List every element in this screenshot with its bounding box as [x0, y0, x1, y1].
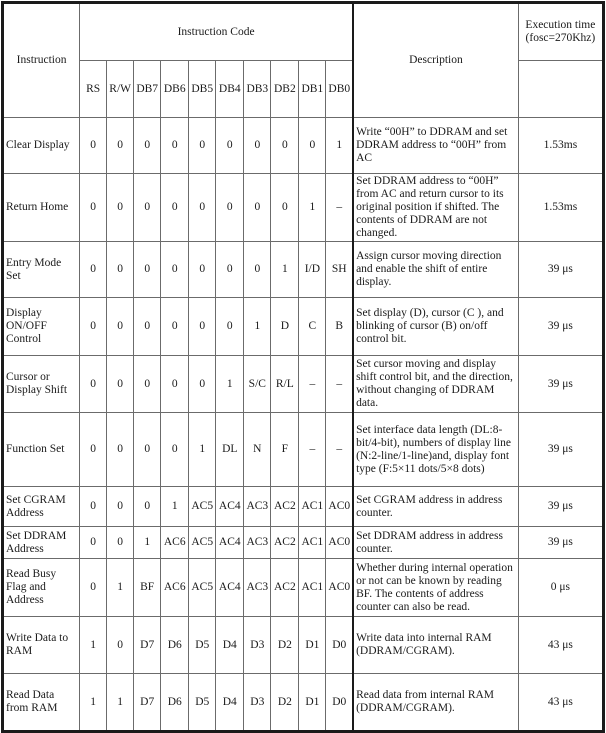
execution-time: 39 μs [518, 527, 603, 559]
instruction-name: Clear Display [3, 118, 80, 174]
bit-rs: 1 [80, 617, 107, 674]
table-row [3, 356, 604, 413]
bit-db1: 1 [299, 174, 326, 242]
instruction-name: Set CGRAM Address [3, 487, 80, 527]
bit-db5: 0 [189, 356, 216, 413]
bit-db1: AC1 [299, 527, 326, 559]
execution-time: 1.53ms [518, 174, 603, 242]
bit-db1: AC1 [299, 487, 326, 527]
bit-db0: – [326, 174, 353, 242]
bit-db0: D0 [326, 674, 353, 732]
bit-db2: D [271, 298, 299, 356]
bit-db0: B [326, 298, 353, 356]
bit-db0: AC0 [326, 559, 353, 617]
table-row [3, 674, 604, 732]
bit-db6: 0 [161, 413, 189, 487]
bit-rs: 1 [80, 674, 107, 732]
bit-db3: AC3 [244, 527, 271, 559]
bit-db3: D3 [244, 674, 271, 732]
bit-db7: 1 [134, 527, 161, 559]
bit-rw: 0 [107, 356, 134, 413]
bit-db4: 0 [216, 174, 244, 242]
instruction-description: Set DDRAM address in address counter. [353, 527, 518, 559]
execution-time: 43 μs [518, 617, 603, 674]
header-instruction: Instruction [3, 3, 80, 118]
header-bit-db5: DB5 [189, 61, 216, 118]
instruction-description: Read data from internal RAM (DDRAM/CGRAM). [353, 674, 518, 732]
bit-db1: 0 [299, 118, 326, 174]
bit-db3: AC3 [244, 559, 271, 617]
bit-db4: 0 [216, 118, 244, 174]
bit-rs: 0 [80, 298, 107, 356]
instruction-description: Assign cursor moving direction and enable the shift of entire display. [353, 242, 518, 298]
bit-db2: AC2 [271, 487, 299, 527]
bit-rs: 0 [80, 559, 107, 617]
bit-db6: D6 [161, 674, 189, 732]
bit-db5: AC5 [189, 487, 216, 527]
bit-db4: D4 [216, 674, 244, 732]
bit-db6: 0 [161, 174, 189, 242]
execution-time-condition: (fosc=270Khz) [525, 32, 596, 44]
bit-db5: D5 [189, 674, 216, 732]
table-row [3, 174, 604, 242]
bit-rw: 0 [107, 118, 134, 174]
lcd-instruction-table [1, 1, 605, 733]
table-row [3, 527, 604, 559]
bit-db5: 0 [189, 242, 216, 298]
bit-rw: 0 [107, 487, 134, 527]
bit-db7: 0 [134, 298, 161, 356]
bit-db5: 0 [189, 298, 216, 356]
bit-db7: D7 [134, 674, 161, 732]
bit-db4: DL [216, 413, 244, 487]
table-row [3, 617, 604, 674]
bit-db1: D1 [299, 617, 326, 674]
bit-db3: AC3 [244, 487, 271, 527]
instruction-description: Write “00H” to DDRAM and set DDRAM address to “00H” from AC [353, 118, 518, 174]
execution-time: 39 μs [518, 356, 603, 413]
bit-rw: 0 [107, 298, 134, 356]
bit-db7: D7 [134, 617, 161, 674]
bit-db2: D2 [271, 617, 299, 674]
bit-db3: 1 [244, 298, 271, 356]
bit-db3: 0 [244, 118, 271, 174]
header-bit-rw: R/W [107, 61, 134, 118]
bit-db4: 0 [216, 298, 244, 356]
bit-db2: AC2 [271, 527, 299, 559]
bit-rw: 0 [107, 413, 134, 487]
instruction-name: Read Busy Flag and Address [3, 559, 80, 617]
bit-db5: 0 [189, 174, 216, 242]
bit-db1: I/D [299, 242, 326, 298]
bit-db6: 0 [161, 298, 189, 356]
bit-db4: AC4 [216, 487, 244, 527]
instruction-description: Set CGRAM address in address counter. [353, 487, 518, 527]
bit-db6: AC6 [161, 559, 189, 617]
bit-db6: 0 [161, 118, 189, 174]
bit-db6: 0 [161, 242, 189, 298]
instruction-name: Write Data to RAM [3, 617, 80, 674]
bit-db0: 1 [326, 118, 353, 174]
bit-rw: 1 [107, 559, 134, 617]
instruction-description: Set DDRAM address to “00H” from AC and return cursor to its original position if shifted. The contents of DDRAM are not changed. [353, 174, 518, 242]
bit-db7: 0 [134, 174, 161, 242]
instruction-description: Set cursor moving and display shift control bit, and the direction, without changing of DDRAM data. [353, 356, 518, 413]
bit-rs: 0 [80, 527, 107, 559]
instruction-description: Set interface data length (DL:8-bit/4-bit), numbers of display line (N:2-line/1-line)and, display font type (F:5×11 dots/5×8 dots) [353, 413, 518, 487]
bit-db0: AC0 [326, 527, 353, 559]
bit-rs: 0 [80, 487, 107, 527]
instruction-name: Read Data from RAM [3, 674, 80, 732]
bit-db4: D4 [216, 617, 244, 674]
bit-db1: C [299, 298, 326, 356]
bit-db1: – [299, 413, 326, 487]
instruction-name: Entry Mode Set [3, 242, 80, 298]
bit-db7: 0 [134, 242, 161, 298]
execution-time: 39 μs [518, 487, 603, 527]
bit-db6: AC6 [161, 527, 189, 559]
header-execution-time [518, 3, 603, 61]
bit-db1: – [299, 356, 326, 413]
bit-rs: 0 [80, 174, 107, 242]
bit-db0: SH [326, 242, 353, 298]
bit-db2: R/L [271, 356, 299, 413]
bit-db2: D2 [271, 674, 299, 732]
bit-db0: D0 [326, 617, 353, 674]
execution-time: 39 μs [518, 242, 603, 298]
header-bit-db4: DB4 [216, 61, 244, 118]
bit-db4: AC4 [216, 527, 244, 559]
bit-db4: 1 [216, 356, 244, 413]
instruction-description: Write data into internal RAM (DDRAM/CGRAM). [353, 617, 518, 674]
table-row [3, 413, 604, 487]
instruction-name: Return Home [3, 174, 80, 242]
table-row [3, 118, 604, 174]
table-row [3, 559, 604, 617]
header-bit-db0: DB0 [326, 61, 353, 118]
bit-db1: AC1 [299, 559, 326, 617]
instruction-description: Set display (D), cursor (C ), and blinking of cursor (B) on/off control bit. [353, 298, 518, 356]
bit-db6: 0 [161, 356, 189, 413]
bit-db5: 0 [189, 118, 216, 174]
bit-rs: 0 [80, 413, 107, 487]
table-row [3, 298, 604, 356]
bit-db3: S/C [244, 356, 271, 413]
table-row [3, 242, 604, 298]
header-description: Description [353, 3, 518, 118]
header-bit-db1: DB1 [299, 61, 326, 118]
instruction-description: Whether during internal operation or not can be known by reading BF. The contents of address counter can also be read. [353, 559, 518, 617]
bit-rw: 1 [107, 674, 134, 732]
bit-db7: BF [134, 559, 161, 617]
bit-rw: 0 [107, 617, 134, 674]
header-bit-db2: DB2 [271, 61, 299, 118]
execution-time: 39 μs [518, 298, 603, 356]
bit-db5: AC5 [189, 559, 216, 617]
bit-db2: AC2 [271, 559, 299, 617]
bit-db3: 0 [244, 242, 271, 298]
bit-db4: 0 [216, 242, 244, 298]
bit-db2: 1 [271, 242, 299, 298]
bit-db0: – [326, 356, 353, 413]
execution-time-label: Execution time [525, 19, 596, 31]
instruction-name: Cursor or Display Shift [3, 356, 80, 413]
instruction-name: Display ON/OFF Control [3, 298, 80, 356]
header-execution-time-blank [518, 61, 603, 118]
bit-rw: 0 [107, 174, 134, 242]
header-bit-db7: DB7 [134, 61, 161, 118]
header-bit-db6: DB6 [161, 61, 189, 118]
execution-time: 43 μs [518, 674, 603, 732]
instruction-name: Function Set [3, 413, 80, 487]
bit-db2: 0 [271, 174, 299, 242]
execution-time: 0 μs [518, 559, 603, 617]
bit-db7: 0 [134, 413, 161, 487]
bit-rw: 0 [107, 527, 134, 559]
bit-rs: 0 [80, 118, 107, 174]
execution-time: 39 μs [518, 413, 603, 487]
bit-db5: D5 [189, 617, 216, 674]
bit-rs: 0 [80, 356, 107, 413]
bit-rs: 0 [80, 242, 107, 298]
bit-db1: D1 [299, 674, 326, 732]
header-instruction-code: Instruction Code [80, 3, 353, 61]
instruction-name: Set DDRAM Address [3, 527, 80, 559]
header-bit-db3: DB3 [244, 61, 271, 118]
execution-time: 1.53ms [518, 118, 603, 174]
bit-db5: AC5 [189, 527, 216, 559]
table-row [3, 487, 604, 527]
bit-db6: D6 [161, 617, 189, 674]
bit-db2: 0 [271, 118, 299, 174]
bit-db3: D3 [244, 617, 271, 674]
bit-db0: – [326, 413, 353, 487]
bit-db7: 0 [134, 118, 161, 174]
bit-db2: F [271, 413, 299, 487]
bit-rw: 0 [107, 242, 134, 298]
bit-db3: N [244, 413, 271, 487]
bit-db5: 1 [189, 413, 216, 487]
bit-db7: 0 [134, 356, 161, 413]
bit-db6: 1 [161, 487, 189, 527]
bit-db4: AC4 [216, 559, 244, 617]
bit-db0: AC0 [326, 487, 353, 527]
header-bit-rs: RS [80, 61, 107, 118]
bit-db3: 0 [244, 174, 271, 242]
bit-db7: 0 [134, 487, 161, 527]
